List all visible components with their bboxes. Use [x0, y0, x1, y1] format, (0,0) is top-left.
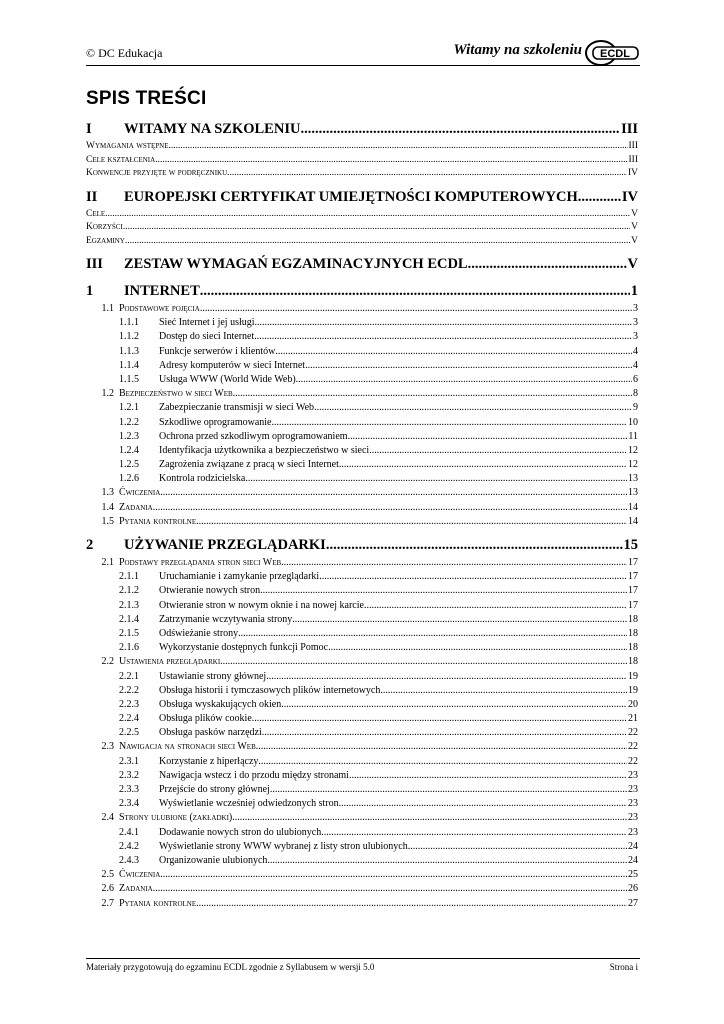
toc-entry[interactable]	[86, 641, 638, 655]
toc-entry-page: 13	[628, 473, 638, 485]
toc-entry-number: 2.1.4	[119, 613, 139, 625]
toc-entry-page: 19	[628, 684, 638, 696]
toc-entry-label: Korzystanie z hiperłączy	[159, 755, 259, 767]
footer-page-number: Strona i	[609, 962, 638, 972]
toc-leader-dots	[125, 235, 630, 249]
toc-entry-label: Zadania	[119, 883, 153, 895]
toc-entry-page: 14	[628, 501, 638, 513]
toc-entry-page: 12	[628, 459, 638, 471]
toc-entry-label: Cele kształcenia	[86, 154, 156, 165]
toc-entry-page: 4	[633, 359, 638, 371]
toc-entry[interactable]	[86, 118, 638, 140]
toc-leader-dots	[305, 359, 632, 373]
toc-leader-dots	[468, 253, 627, 275]
toc-leader-dots	[220, 655, 627, 669]
toc-entry[interactable]	[86, 599, 638, 613]
toc-entry-number: 2.3.4	[119, 798, 139, 810]
toc-entry[interactable]	[86, 755, 638, 769]
toc-leader-dots	[196, 515, 627, 529]
toc-entry-label: Obsługa plików cookie	[159, 713, 252, 725]
toc-entry[interactable]	[86, 359, 638, 373]
toc-entry-page: 17	[628, 557, 638, 568]
toc-leader-dots	[300, 118, 620, 140]
toc-entry-label: Sieć Internet i jej usługi	[159, 317, 255, 329]
toc-entry-label: Wymagania wstępne	[86, 141, 169, 151]
toc-entry[interactable]	[86, 387, 638, 401]
toc-leader-dots	[348, 430, 628, 444]
toc-entry[interactable]	[86, 584, 638, 598]
toc-entry-number: 2.1.3	[119, 599, 139, 611]
toc-entry[interactable]	[86, 740, 638, 754]
toc-entry[interactable]	[86, 613, 638, 627]
toc-entry-number: 2	[86, 537, 94, 553]
toc-entry-label: Adresy komputerów w sieci Internet	[159, 359, 306, 371]
header-rule	[86, 65, 640, 66]
toc-entry-label: Ustawianie strony głównej	[159, 670, 267, 682]
toc-entry[interactable]	[86, 501, 638, 515]
toc-entry-label: Organizowanie ulubionych	[159, 854, 268, 866]
toc-entry-label: Obsługa wyskakujących okien	[159, 698, 282, 710]
toc-entry-number: 2.3.2	[119, 769, 139, 781]
toc-entry-page: 18	[628, 656, 638, 668]
toc-entry-label: Usługa WWW (World Wide Web)	[159, 373, 296, 385]
toc-entry-number: 2.4.1	[119, 826, 139, 838]
toc-entry-label: Otwieranie nowych stron	[159, 585, 261, 597]
toc-entry-label: Ustawienia przeglądarki	[119, 656, 221, 668]
toc-entry-page: 20	[628, 698, 638, 710]
table-of-contents	[86, 118, 638, 911]
toc-entry[interactable]	[86, 167, 638, 181]
toc-entry[interactable]	[86, 235, 638, 249]
toc-entry-page: 22	[628, 727, 638, 739]
toc-leader-dots	[262, 726, 627, 740]
toc-entry-label: Podstawy przeglądania stron sieci Web	[119, 557, 282, 568]
toc-entry-number: 2.1.5	[119, 627, 139, 639]
toc-leader-dots	[255, 316, 632, 330]
toc-leader-dots	[328, 641, 627, 655]
toc-entry-number: I	[86, 121, 92, 137]
toc-entry-page: 18	[628, 627, 638, 639]
toc-leader-dots	[364, 599, 627, 613]
toc-leader-dots	[232, 811, 627, 825]
toc-entry[interactable]	[86, 840, 638, 854]
toc-entry-page: 13	[628, 487, 638, 499]
toc-entry-number: 2.2.2	[119, 684, 139, 696]
toc-entry-label: Ochrona przed szkodliwym oprogramowaniem	[159, 430, 348, 442]
toc-entry-number: 1.4	[101, 501, 114, 513]
toc-entry-page: 26	[628, 883, 638, 895]
toc-entry-number: 1.2.6	[119, 473, 139, 485]
toc-leader-dots	[319, 570, 627, 584]
toc-leader-dots	[123, 221, 630, 235]
toc-entry-page: 18	[628, 642, 638, 654]
toc-entry[interactable]	[86, 534, 638, 556]
toc-leader-dots	[200, 280, 630, 302]
toc-entry-number: 2.6	[101, 883, 114, 895]
toc-entry[interactable]	[86, 797, 638, 811]
toc-entry-page: 9	[633, 402, 638, 414]
toc-entry[interactable]	[86, 897, 638, 911]
toc-entry-number: 1.1.1	[119, 317, 139, 329]
header-title: Witamy na szkoleniu	[453, 42, 582, 58]
footer-note: Materiały przygotowują do egzaminu ECDL zgodnie z Syllabusem w wersji 5.0	[86, 962, 375, 972]
toc-leader-dots	[233, 387, 632, 401]
toc-entry-page: 25	[628, 869, 638, 881]
ecdl-logo	[584, 39, 640, 67]
toc-entry[interactable]	[86, 854, 638, 868]
toc-entry-page: 8	[633, 388, 638, 400]
toc-leader-dots	[339, 458, 627, 472]
toc-entry-label: Kontrola rodzicielska	[159, 473, 246, 485]
toc-entry-page: 15	[623, 537, 638, 553]
toc-entry[interactable]	[86, 783, 638, 797]
toc-entry[interactable]	[86, 769, 638, 783]
toc-entry-page: 23	[628, 812, 638, 824]
toc-entry-page: 27	[628, 897, 638, 909]
toc-entry-page: IV	[627, 168, 638, 178]
toc-entry[interactable]	[86, 401, 638, 415]
toc-entry[interactable]	[86, 444, 638, 458]
toc-entry-number: 1.2.4	[119, 444, 139, 456]
toc-entry-number: II	[86, 188, 98, 205]
toc-entry-number: 2.3	[101, 741, 114, 753]
toc-entry-page: 23	[628, 784, 638, 795]
toc-entry[interactable]	[86, 416, 638, 430]
toc-leader-dots	[153, 501, 627, 515]
toc-entry-number: 2.3.3	[119, 784, 139, 795]
toc-entry-page: 22	[628, 755, 638, 767]
toc-entry-page: 17	[628, 599, 638, 611]
toc-entry-number: 2.2	[101, 656, 114, 668]
toc-entry-page: III	[628, 154, 638, 165]
toc-entry-label: Obsługa pasków narzędzi	[159, 727, 262, 739]
toc-entry[interactable]	[86, 486, 638, 500]
toc-entry-label: Nawigacja na stronach sieci Web	[119, 741, 256, 753]
toc-entry-page: 24	[628, 854, 638, 866]
toc-entry-number: 1.2.3	[119, 430, 139, 442]
header-copyright: © DC Edukacja	[86, 46, 163, 60]
toc-entry-page: 1	[630, 283, 638, 299]
toc-entry[interactable]	[86, 670, 638, 684]
toc-leader-dots	[578, 186, 621, 208]
toc-leader-dots	[281, 698, 627, 712]
toc-entry-page: 18	[628, 613, 638, 625]
toc-entry-label: Uruchamianie i zamykanie przeglądarki	[159, 571, 320, 583]
toc-entry-page: 23	[628, 798, 638, 810]
toc-leader-dots	[326, 534, 623, 556]
toc-entry-page: 24	[628, 840, 638, 852]
toc-entry-label: Identyfikacja użytkownika a bezpieczeństwo w sieci	[159, 444, 370, 456]
toc-entry-label: Egzaminy	[86, 235, 125, 246]
toc-leader-dots	[369, 444, 627, 458]
toc-leader-dots	[292, 613, 627, 627]
toc-entry-page: 17	[628, 571, 638, 583]
toc-entry[interactable]	[86, 345, 638, 359]
toc-entry-label: Wyświetlanie wcześniej odwiedzonych stron	[159, 798, 339, 810]
toc-entry-page: 23	[628, 826, 638, 838]
toc-leader-dots	[260, 584, 627, 598]
toc-entry-number: 2.1	[101, 557, 114, 568]
toc-entry-number: 1.5	[101, 515, 114, 527]
toc-entry-number: 1.1.3	[119, 345, 139, 357]
toc-entry-page: III	[628, 141, 638, 151]
toc-entry-label: Obsługa historii i tymczasowych plików internetowych	[159, 684, 381, 696]
toc-entry[interactable]	[86, 458, 638, 472]
toc-entry-number: 2.1.1	[119, 571, 139, 583]
toc-leader-dots	[196, 897, 627, 911]
toc-entry[interactable]	[86, 556, 638, 570]
toc-leader-dots	[105, 208, 630, 222]
toc-entry-number: 2.2.1	[119, 670, 139, 682]
toc-entry[interactable]	[86, 655, 638, 669]
toc-entry[interactable]	[86, 712, 638, 726]
toc-entry-number: 2.2.3	[119, 698, 139, 710]
toc-entry-page: 19	[628, 670, 638, 682]
toc-entry-label: Bezpieczeństwo w sieci Web	[119, 388, 233, 400]
toc-entry-number: 1.1	[101, 303, 114, 314]
toc-entry[interactable]	[86, 140, 638, 154]
toc-entry-number: 2.2.5	[119, 727, 139, 739]
toc-entry[interactable]	[86, 330, 638, 344]
toc-entry-page: 23	[628, 769, 638, 781]
toc-entry-page: III	[621, 121, 638, 137]
toc-leader-dots	[254, 330, 632, 344]
toc-entry-label: Ćwiczenia	[119, 869, 161, 881]
toc-leader-dots	[200, 302, 632, 316]
toc-entry-page: 11	[628, 430, 638, 442]
toc-leader-dots	[153, 882, 627, 896]
toc-entry-label: Zatrzymanie wczytywania strony	[159, 613, 293, 625]
toc-entry[interactable]	[86, 811, 638, 825]
footer-rule	[86, 958, 640, 959]
toc-entry-label: Zadania	[119, 501, 153, 513]
toc-entry-label: Otwieranie stron w nowym oknie i na nowej karcie	[159, 599, 364, 611]
toc-entry[interactable]	[86, 726, 638, 740]
toc-entry-label: Odświeżanie strony	[159, 627, 239, 639]
toc-entry-label: Zagrożenia związane z pracą w sieci Internet	[159, 459, 339, 471]
toc-entry-number: 1.2	[101, 388, 114, 400]
toc-leader-dots	[256, 740, 627, 754]
toc-entry-page: 21	[628, 713, 638, 725]
toc-entry[interactable]	[86, 302, 638, 316]
toc-entry-number: 1.1.2	[119, 331, 139, 343]
toc-leader-dots	[275, 345, 632, 359]
toc-entry-page: 12	[628, 444, 638, 456]
toc-entry-label: Konwencje przyjęte w podręczniku	[86, 168, 228, 178]
toc-entry-number: 2.4.3	[119, 854, 139, 866]
toc-leader-dots	[245, 472, 627, 486]
toc-entry-number: 2.4	[101, 812, 114, 824]
toc-leader-dots	[339, 797, 627, 811]
toc-entry-label: INTERNET	[124, 283, 200, 299]
toc-entry[interactable]	[86, 684, 638, 698]
toc-entry-page: 3	[633, 331, 638, 343]
toc-entry-label: WITAMY NA SZKOLENIU	[124, 121, 301, 137]
toc-entry-label: ZESTAW WYMAGAŃ EGZAMINACYJNYCH ECDL	[124, 256, 468, 272]
toc-entry-label: Wykorzystanie dostępnych funkcji Pomoc	[159, 642, 329, 654]
toc-entry-label: Przejście do strony głównej	[159, 784, 270, 795]
toc-entry[interactable]	[86, 570, 638, 584]
toc-entry-number: 1	[86, 283, 94, 299]
toc-entry-label: Podstawowe pojęcia	[119, 303, 200, 314]
toc-entry-page: 22	[628, 741, 638, 753]
toc-leader-dots	[252, 712, 627, 726]
toc-entry-page: 10	[628, 416, 638, 428]
toc-entry[interactable]	[86, 221, 638, 235]
toc-entry[interactable]	[86, 430, 638, 444]
toc-entry-label: Korzyści	[86, 222, 123, 232]
toc-entry-number: 2.5	[101, 869, 114, 881]
toc-leader-dots	[296, 373, 632, 387]
toc-entry-number: 1.2.2	[119, 416, 139, 428]
toc-entry-number: 1.3	[101, 487, 114, 499]
toc-leader-dots	[258, 755, 627, 769]
toc-leader-dots	[266, 670, 627, 684]
toc-entry-number: 1.2.1	[119, 402, 139, 414]
toc-entry-label: Szkodliwe oprogramowanie	[159, 416, 272, 428]
toc-entry-number: 1.1.4	[119, 359, 139, 371]
toc-entry[interactable]	[86, 280, 638, 302]
toc-entry[interactable]	[86, 208, 638, 222]
toc-leader-dots	[408, 840, 627, 854]
toc-entry-label: Dodawanie nowych stron do ulubionych	[159, 826, 322, 838]
toc-entry[interactable]	[86, 472, 638, 486]
toc-entry[interactable]	[86, 186, 638, 208]
toc-leader-dots	[270, 783, 627, 797]
toc-entry-label: Wyświetlanie strony WWW wybranej z listy stron ulubionych	[159, 840, 408, 852]
toc-entry-page: 6	[633, 373, 638, 385]
toc-entry-page: IV	[621, 188, 638, 205]
toc-entry-page: V	[631, 208, 638, 219]
toc-leader-dots	[314, 401, 632, 415]
toc-entry-label: EUROPEJSKI CERTYFIKAT UMIEJĘTNOŚCI KOMPUTEROWYCH	[124, 188, 578, 205]
toc-leader-dots	[271, 416, 627, 430]
page-title: SPIS TREŚCI	[86, 88, 207, 109]
toc-leader-dots	[267, 854, 627, 868]
toc-entry[interactable]	[86, 698, 638, 712]
toc-entry-number: 2.1.6	[119, 642, 139, 654]
toc-entry[interactable]	[86, 882, 638, 896]
toc-entry[interactable]	[86, 515, 638, 529]
toc-entry[interactable]	[86, 373, 638, 387]
toc-entry[interactable]	[86, 826, 638, 840]
toc-entry-number: 1.2.5	[119, 459, 139, 471]
toc-leader-dots	[349, 769, 627, 783]
toc-entry-page: 3	[633, 303, 638, 314]
toc-entry-number: III	[86, 256, 103, 272]
toc-entry-label: Zabezpieczanie transmisji w sieci Web	[159, 402, 315, 414]
toc-entry-label: Cele	[86, 208, 106, 219]
toc-entry-number: 2.1.2	[119, 585, 139, 597]
toc-entry-page: 4	[633, 345, 638, 357]
toc-entry-page: V	[631, 235, 638, 246]
toc-leader-dots	[281, 556, 627, 570]
toc-entry-number: 1.1.5	[119, 373, 139, 385]
toc-entry-label: Ćwiczenia	[119, 487, 161, 499]
toc-entry-page: 3	[633, 317, 638, 329]
toc-leader-dots	[169, 140, 628, 154]
toc-entry[interactable]	[86, 868, 638, 882]
toc-entry-number: 2.2.4	[119, 713, 139, 725]
toc-entry-label: Funkcje serwerów i klientów	[159, 345, 276, 357]
toc-entry-number: 2.3.1	[119, 755, 139, 767]
toc-entry-label: Pytania kontrolne	[119, 897, 197, 909]
toc-entry-page: V	[631, 222, 638, 232]
toc-leader-dots	[160, 868, 627, 882]
toc-leader-dots	[227, 167, 627, 181]
toc-entry[interactable]	[86, 627, 638, 641]
toc-leader-dots	[155, 154, 627, 168]
toc-entry-label: Dostęp do sieci Internet	[159, 331, 255, 343]
toc-entry-label: UŻYWANIE PRZEGLĄDARKI	[124, 537, 326, 553]
toc-leader-dots	[321, 826, 627, 840]
toc-entry[interactable]	[86, 253, 638, 275]
toc-entry[interactable]	[86, 154, 638, 168]
toc-entry-page: 14	[628, 515, 638, 527]
toc-entry-label: Strony ulubione (zakładki)	[119, 812, 233, 824]
toc-entry-page: V	[627, 256, 638, 272]
toc-entry[interactable]	[86, 316, 638, 330]
toc-entry-number: 2.4.2	[119, 840, 139, 852]
toc-entry-label: Pytania kontrolne	[119, 515, 197, 527]
toc-leader-dots	[380, 684, 627, 698]
toc-leader-dots	[238, 627, 627, 641]
toc-entry-label: Nawigacja wstecz i do przodu między stronami	[159, 769, 349, 781]
toc-entry-page: 17	[628, 585, 638, 597]
toc-entry-number: 2.7	[101, 897, 114, 909]
toc-leader-dots	[160, 486, 627, 500]
logo-text: ECDL	[600, 48, 630, 60]
